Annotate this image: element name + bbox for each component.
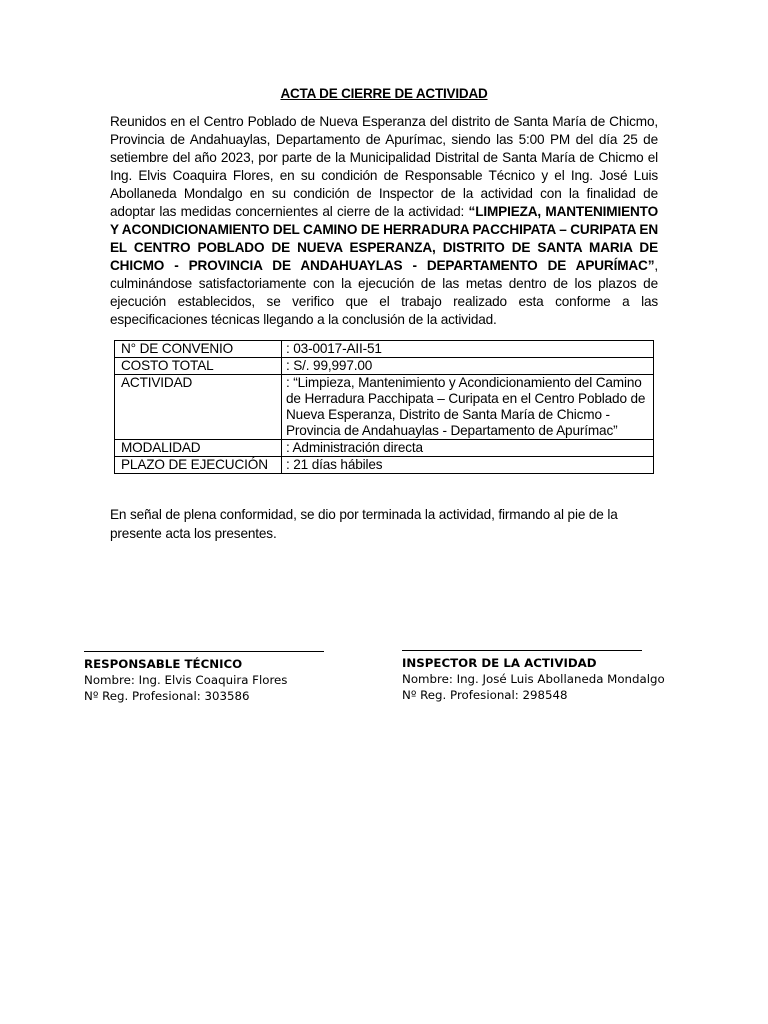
row-value: : S/. 99,997.00: [282, 358, 654, 375]
row-value: : “Limpieza, Mantenimiento y Acondicionamiento del Camino de Herradura Pacchipata – Curipata en el Centro Poblado de Nueva Esperanza, Distrito de Santa María de Chicmo - Provincia de Andahuaylas - Departamento de Apurímac”: [282, 375, 654, 440]
signature-line: [84, 651, 324, 652]
row-value: : 21 días hábiles: [282, 457, 654, 474]
closing-paragraph: En señal de plena conformidad, se dio por terminada la actividad, firmando al pie de la presente acta los presentes.: [110, 507, 618, 541]
row-value: : Administración directa: [282, 440, 654, 457]
signature-registration: Nº Reg. Profesional: 298548: [402, 688, 568, 702]
row-label: COSTO TOTAL: [115, 358, 282, 375]
table-row: [115, 440, 654, 457]
signature-role: RESPONSABLE TÉCNICO: [84, 657, 243, 671]
signature-block-inspector: [402, 650, 665, 703]
signature-line: [402, 650, 642, 651]
table-row: [115, 358, 654, 375]
signature-role: INSPECTOR DE LA ACTIVIDAD: [402, 656, 597, 670]
signature-registration: Nº Reg. Profesional: 303586: [84, 689, 250, 703]
signature-name: Nombre: Ing. Elvis Coaquira Flores: [84, 673, 288, 687]
row-label: N° DE CONVENIO: [115, 341, 282, 358]
outro-text: , culminándose satisfactoriamente con la ejecución de las metas dentro de los plazos de ejecución establecidos, se verifico que el trabajo realizado esta conforme a las especificaciones técnicas llegando a la conclusión de la actividad.: [110, 258, 658, 327]
signature-block-responsable: [84, 651, 324, 704]
table-row: [115, 341, 654, 358]
row-label: ACTIVIDAD: [115, 375, 282, 440]
row-label: MODALIDAD: [115, 440, 282, 457]
intro-text: Reunidos en el Centro Poblado de Nueva Esperanza del distrito de Santa María de Chicmo, Provincia de Andahuaylas, Departamento de Apurímac, siendo las 5:00 PM del día 25 de setiembre del año 2023, por parte de la Municipalidad Distrital de Santa María de Chicmo el Ing. Elvis Coaquira Flores, en su condición de Responsable Técnico y el Ing. José Luis Abollaneda Mondalgo en su condición de Inspector de la actividad con la finalidad de adoptar las medidas concernientes al cierre de la actividad:: [110, 114, 658, 219]
intro-paragraph: [110, 113, 658, 329]
row-label: PLAZO DE EJECUCIÓN: [115, 457, 282, 474]
activity-name: “LIMPIEZA, MANTENIMIENTO Y ACONDICIONAMIENTO DEL CAMINO DE HERRADURA PACCHIPATA – CURIPATA EN EL CENTRO POBLADO DE NUEVA ESPERANZA, DISTRITO DE SANTA MARIA DE CHICMO - PROVINCIA DE ANDAHUAYLAS - DEPARTAMENTO DE APURÍMAC”: [110, 204, 658, 273]
table-row: [115, 375, 654, 440]
activity-details-table: [114, 340, 654, 474]
row-value: : 03-0017-AII-51: [282, 341, 654, 358]
document-title: ACTA DE CIERRE DE ACTIVIDAD: [280, 86, 488, 101]
signature-name: Nombre: Ing. José Luis Abollaneda Mondalgo: [402, 672, 665, 686]
table-row: [115, 457, 654, 474]
